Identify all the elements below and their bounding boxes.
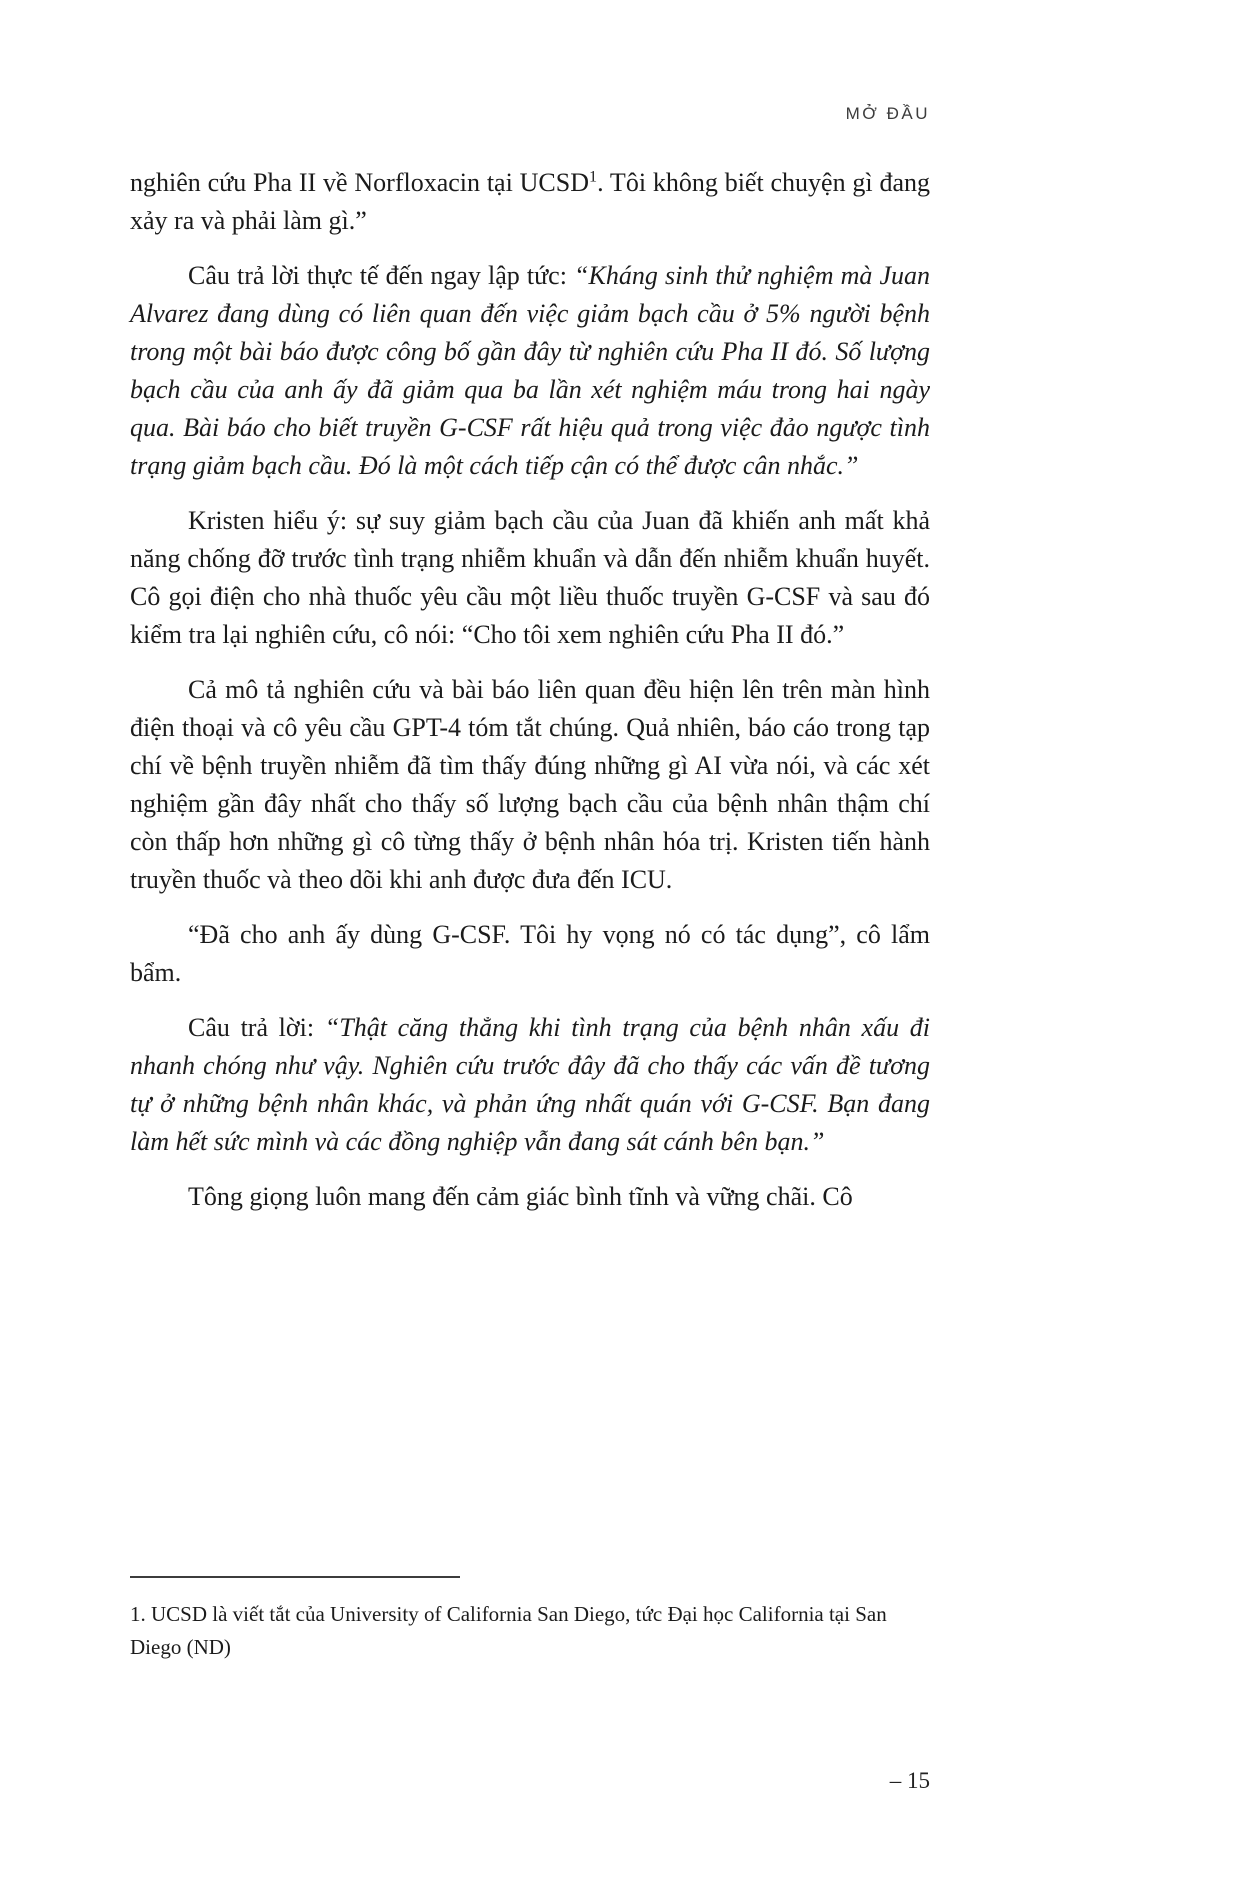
footnote-rule	[130, 1576, 460, 1578]
paragraph: “Đã cho anh ấy dùng G-CSF. Tôi hy vọng nó có tác dụng”, cô lẩm bẩm.	[130, 920, 930, 987]
page-body	[130, 164, 930, 1233]
paragraph: Tông giọng luôn mang đến cảm giác bình tĩnh và vững chãi. Cô	[188, 1182, 853, 1211]
paragraph-quote-italic: “Kháng sinh thử nghiệm mà Juan Alvarez đang dùng có liên quan đến việc giảm bạch cầu ở 5% người bệnh trong một bài báo được công bố gần đây từ nghiên cứu Pha II đó. Số lượng bạch cầu của anh ấy đã giảm qua ba lần xét nghiệm máu trong hai ngày qua. Bài báo cho biết truyền G-CSF rất hiệu quả trong việc đảo ngược tình trạng giảm bạch cầu. Đó là một cách tiếp cận có thể được cân nhắc.”	[130, 261, 931, 480]
paragraph-text: . Tôi không biết chuyện gì đang xảy ra và phải làm gì.”	[130, 168, 931, 235]
paragraph-text: Câu trả lời:	[188, 1013, 325, 1042]
paragraph	[130, 164, 930, 240]
footnote-text: 1. UCSD là viết tắt của University of California San Diego, tức Đại học California tại San Diego (ND)	[130, 1602, 887, 1659]
paragraph-quote-italic: “Thật căng thẳng khi tình trạng của bệnh nhân xấu đi nhanh chóng như vậy. Nghiên cứu trước đây đã cho thấy các vấn đề tương tự ở những bệnh nhân khác, và phản ứng nhất quán với G-CSF. Bạn đang làm hết sức mình và các đồng nghiệp vẫn đang sát cánh bên bạn.”	[130, 1013, 930, 1156]
running-header: MỞ ĐẦU	[845, 104, 930, 123]
paragraph-text: nghiên cứu Pha II về Norfloxacin tại UCSD	[130, 168, 590, 197]
paragraph	[130, 1009, 930, 1161]
footnote-section	[130, 1576, 930, 1664]
paragraph	[130, 257, 930, 485]
footnote-marker: 1	[589, 168, 598, 186]
page-number: – 15	[889, 1768, 930, 1793]
paragraph: Kristen hiểu ý: sự suy giảm bạch cầu của Juan đã khiến anh mất khả năng chống đỡ trước tình trạng nhiễm khuẩn và dẫn đến nhiễm khuẩn huyết. Cô gọi điện cho nhà thuốc yêu cầu một liều thuốc truyền G-CSF và sau đó kiểm tra lại nghiên cứu, cô nói: “Cho tôi xem nghiên cứu Pha II đó.”	[130, 506, 930, 649]
paragraph-text: Câu trả lời thực tế đến ngay lập tức:	[188, 261, 575, 290]
paragraph: Cả mô tả nghiên cứu và bài báo liên quan đều hiện lên trên màn hình điện thoại và cô yêu cầu GPT-4 tóm tắt chúng. Quả nhiên, báo cáo trong tạp chí về bệnh truyền nhiễm đã tìm thấy đúng những gì AI vừa nói, và các xét nghiệm gần đây nhất cho thấy số lượng bạch cầu của bệnh nhân thậm chí còn thấp hơn những gì cô từng thấy ở bệnh nhân hóa trị. Kristen tiến hành truyền thuốc và theo dõi khi anh được đưa đến ICU.	[130, 675, 930, 894]
